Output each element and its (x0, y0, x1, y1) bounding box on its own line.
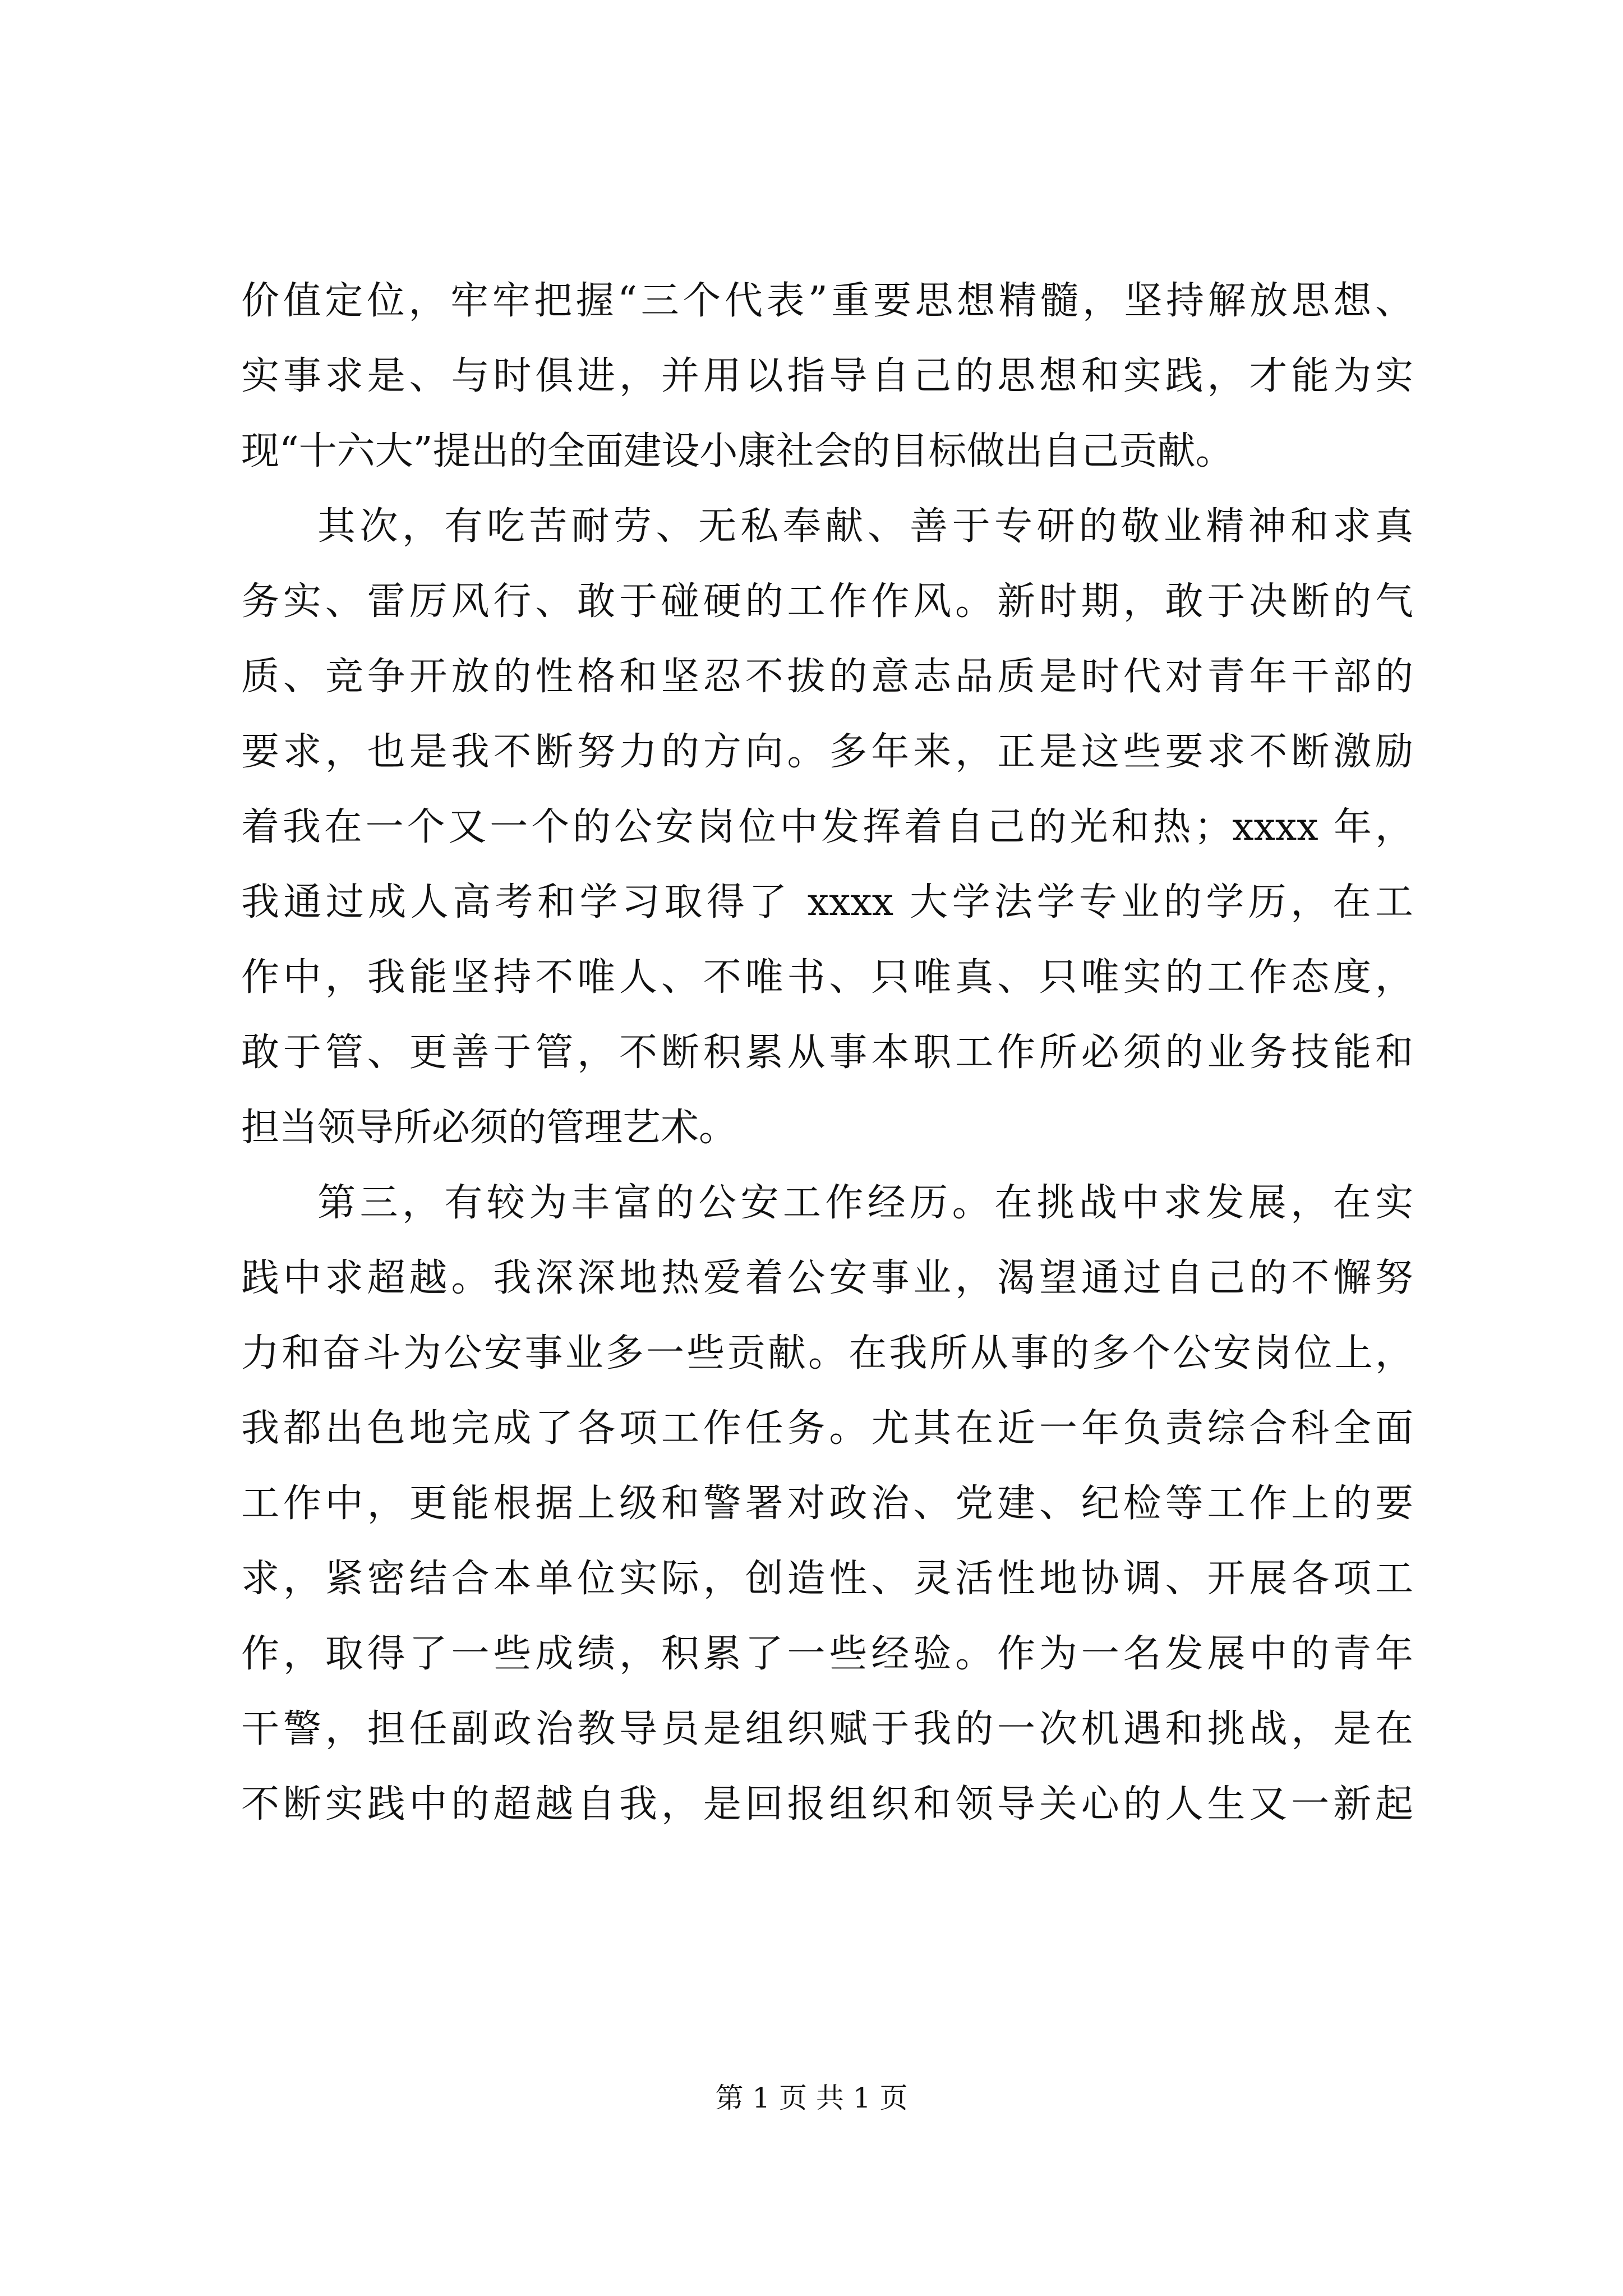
page-footer: 第 1 页 共 1 页 (715, 2082, 908, 2114)
text-line: 践中求超越。我深深地热爱着公安事业，渴望通过自己的不懈努 (241, 1256, 1413, 1300)
document-body (241, 264, 1413, 1842)
text-line: 不断实践中的超越自我，是回报组织和领导关心的人生又一新起 (241, 1782, 1413, 1826)
text-line: 干警，担任副政治教导员是组织赋于我的一次机遇和挑战，是在 (241, 1707, 1413, 1751)
paragraph-2 (241, 489, 1413, 1166)
text-line: 价值定位，牢牢把握“三个代表”重要思想精髓，坚持解放思想、 (241, 279, 1413, 323)
text-line: 务实、雷厉风行、敢于碰硬的工作作风。新时期，敢于决断的气 (241, 579, 1413, 624)
text-line: 着我在一个又一个的公安岗位中发挥着自己的光和热；xxxx 年， (241, 805, 1413, 849)
text-line: 力和奋斗为公安事业多一些贡献。在我所从事的多个公安岗位上， (241, 1331, 1413, 1375)
text-line: 求，紧密结合本单位实际，创造性、灵活性地协调、开展各项工 (241, 1557, 1413, 1601)
text-line: 我通过成人高考和学习取得了 xxxx 大学法学专业的学历，在工 (241, 880, 1413, 924)
text-line: 质、竞争开放的性格和坚忍不拔的意志品质是时代对青年干部的 (241, 655, 1413, 699)
text-line: 担当领导所必须的管理艺术。 (241, 1106, 737, 1150)
text-line: 实事求是、与时俱进，并用以指导自己的思想和实践，才能为实 (241, 354, 1413, 398)
text-line: 其次，有吃苦耐劳、无私奉献、善于专研的敬业精神和求真 (317, 504, 1413, 549)
text-line: 我都出色地完成了各项工作任务。尤其在近一年负责综合科全面 (241, 1406, 1413, 1451)
text-line: 工作中，更能根据上级和警署对政治、党建、纪检等工作上的要 (241, 1481, 1413, 1526)
text-line: 作，取得了一些成绩，积累了一些经验。作为一名发展中的青年 (241, 1632, 1413, 1676)
text-line: 作中，我能坚持不唯人、不唯书、只唯真、只唯实的工作态度， (241, 955, 1413, 1000)
paragraph-3 (241, 1166, 1413, 1842)
text-line: 要求，也是我不断努力的方向。多年来，正是这些要求不断激励 (241, 730, 1413, 774)
text-line: 第三，有较为丰富的公安工作经历。在挑战中求发展，在实 (317, 1181, 1413, 1225)
paragraph-1 (241, 264, 1413, 489)
text-line: 敢于管、更善于管，不断积累从事本职工作所必须的业务技能和 (241, 1030, 1413, 1075)
text-line: 现“十六大”提出的全面建设小康社会的目标做出自己贡献。 (241, 429, 1234, 473)
